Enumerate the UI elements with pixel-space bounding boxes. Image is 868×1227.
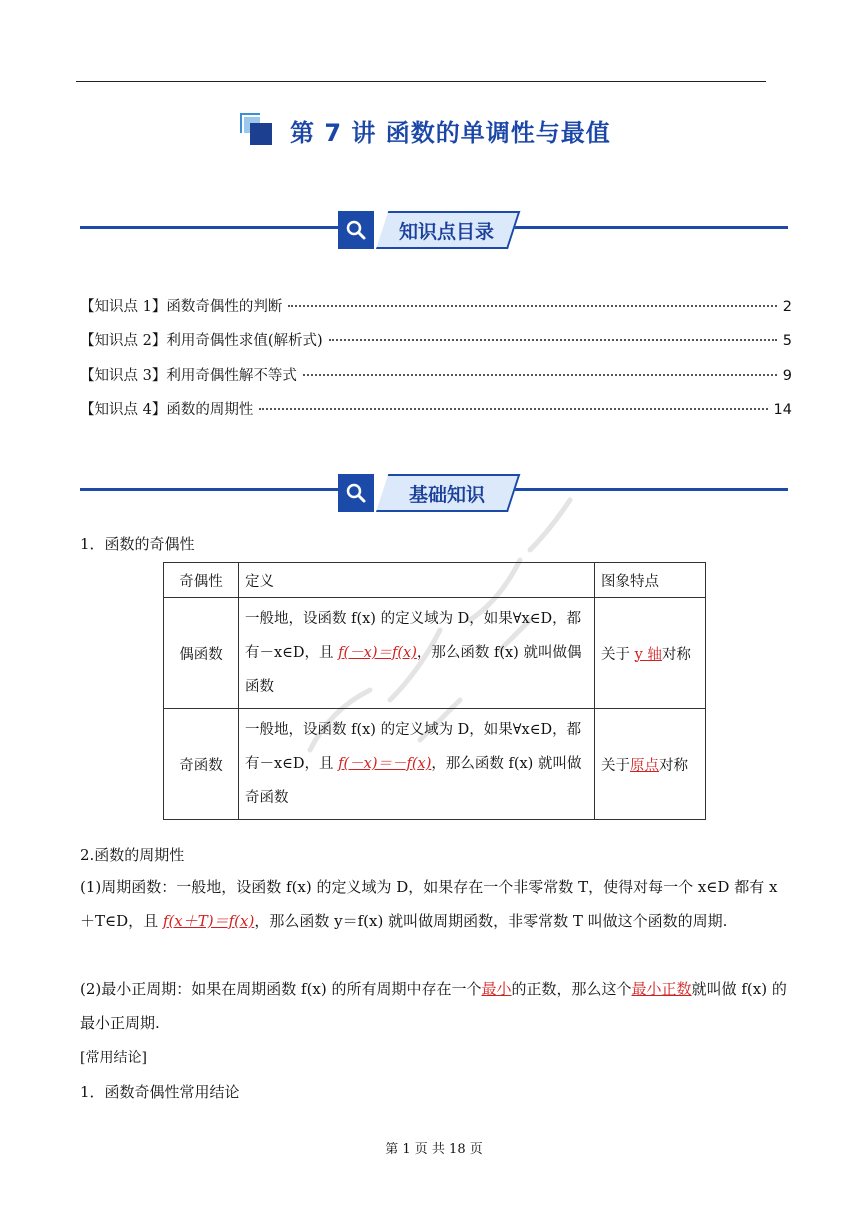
section-title-toc: 知识点目录	[399, 220, 495, 243]
min-answer: 最小	[481, 980, 512, 998]
odd-answer: f(－x)＝－f(x)	[338, 756, 432, 772]
search-icon	[338, 474, 374, 512]
section-rule-left	[80, 488, 338, 491]
even-answer: f(－x)＝f(x)	[338, 645, 417, 661]
toc-item-page: 9	[782, 368, 792, 384]
toc-item-label: 【知识点 2】利用奇偶性求值(解析式)	[80, 333, 323, 349]
parity-table	[163, 562, 706, 820]
heading-periodicity: 2.函数的周期性	[80, 846, 185, 864]
even-function-feature: 关于 y 轴对称	[595, 598, 706, 709]
toc-item[interactable]	[80, 329, 792, 350]
section-header-basic	[338, 474, 508, 512]
heading-parity-conclusions: 1．函数奇偶性常用结论	[80, 1083, 240, 1101]
table-row	[164, 598, 706, 709]
periodic-definition: (1)周期函数：一般地，设函数 f(x) 的定义域为 D，如果存在一个非零常数 T，使得对每一个 x∈D 都有 x＋T∈D，且 f(x＋T)＝f(x)，那么函数 y＝f(x) 就叫做周期函数，非零常数 T 叫做这个函数的周期.	[80, 878, 778, 930]
table-row	[164, 709, 706, 820]
toc-item-page: 5	[782, 333, 792, 349]
toc-item-page: 2	[782, 299, 792, 315]
common-conclusions-label: [常用结论]	[80, 1050, 147, 1066]
search-icon	[338, 211, 374, 249]
even-function-definition: 一般地，设函数 f(x) 的定义域为 D，如果∀x∈D，都有－x∈D，且 f(－x)＝f(x)，那么函数 f(x) 就叫做偶函数	[239, 598, 595, 709]
header-rule	[76, 81, 766, 82]
table-header-cell: 奇偶性	[164, 563, 239, 598]
toc-item-label: 【知识点 1】函数奇偶性的判断	[80, 299, 283, 315]
toc-item-label: 【知识点 4】函数的周期性	[80, 402, 254, 418]
toc-item-page: 14	[773, 402, 792, 418]
even-function-name: 偶函数	[164, 598, 239, 709]
title-square-icon	[240, 113, 274, 147]
toc-leader	[329, 339, 777, 341]
page-footer: 第 1 页 共 18 页	[385, 1142, 483, 1157]
min-positive-answer: 最小正数	[631, 980, 692, 998]
odd-function-definition: 一般地，设函数 f(x) 的定义域为 D，如果∀x∈D，都有－x∈D，且 f(－x)＝－f(x)，那么函数 f(x) 就叫做奇函数	[239, 709, 595, 820]
toc-item-label: 【知识点 3】利用奇偶性解不等式	[80, 368, 297, 384]
odd-function-name: 奇函数	[164, 709, 239, 820]
heading-parity: 1．函数的奇偶性	[80, 535, 195, 553]
toc-leader	[288, 305, 776, 307]
section-rule-right	[510, 488, 788, 491]
section-rule-right	[510, 226, 788, 229]
even-feature-answer: y 轴	[634, 646, 662, 663]
section-header-toc	[338, 211, 508, 249]
toc-leader	[303, 374, 777, 376]
section-rule-left	[80, 226, 338, 229]
min-period-definition: (2)最小正周期：如果在周期函数 f(x) 的所有周期中存在一个最小的正数，那么这个最小正数就叫做 f(x) 的最小正周期.	[80, 980, 787, 1032]
odd-function-feature: 关于原点对称	[595, 709, 706, 820]
odd-feature-answer: 原点	[630, 757, 659, 774]
table-header-cell: 图象特点	[595, 563, 706, 598]
periodic-answer: f(x＋T)＝f(x)	[162, 912, 255, 930]
toc-leader	[259, 408, 767, 410]
toc-item[interactable]	[80, 398, 792, 419]
table-header-row	[164, 563, 706, 598]
title-bar	[240, 110, 611, 150]
section-title-basic: 基础知识	[409, 483, 486, 506]
table-header-cell: 定义	[239, 563, 595, 598]
toc-item[interactable]	[80, 295, 792, 316]
toc-item[interactable]	[80, 364, 792, 385]
page-title: 第 7 讲 函数的单调性与最值	[290, 118, 611, 147]
